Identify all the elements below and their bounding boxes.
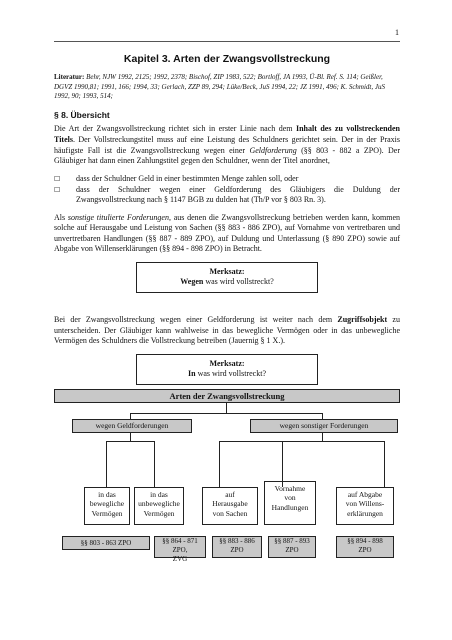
- enforcement-types-diagram: [54, 389, 400, 569]
- p3-text-b: zu unterscheiden. Der Gläubiger kann wahlweise in das bewegliche Vermögen oder in das unbewegliche Vermögen des Schuldners die Vollstreckung betreiben (Jauernig § 1 X.).: [54, 315, 400, 346]
- ref-immovable-assets: §§ 864 - 871 ZPO, ZVG: [154, 536, 206, 558]
- literature-block: [54, 73, 400, 102]
- connector-line: [154, 441, 155, 487]
- merksatz-rest: was wird vollstreckt?: [203, 277, 274, 287]
- literature-text: Behr, NJW 1992, 2125; 1992, 2378; Bischof, ZIP 1983, 522; Bortloff, JA 1993, Ü-Bl. Ref. S. 114; Geißler, DGVZ 1990,81; 1991, 166; 1994, 33; Gerlach, ZZP 89, 294; Lüke/Beck, JuS 1994, 22; JZ 1991, 496; K. Schmidt, JuS 1992, 90; 1993, 514;: [54, 72, 385, 101]
- connector-line: [226, 403, 227, 413]
- branch-money-claims: wegen Geldforderungen: [72, 419, 192, 433]
- p1-text-c: (§§ 803 - 882 a ZPO). Der Gläubiger hat dann einen Zahlungstitel gegen den Schuldner, wenn der Titel anordnet,: [54, 145, 401, 166]
- list-item: [54, 174, 400, 185]
- ref-declarations-of-intent: §§ 894 - 898 ZPO: [336, 536, 394, 558]
- merksatz-text: [141, 277, 313, 288]
- merksatz-bold: Wegen: [180, 277, 204, 287]
- p1-italic: Geldforderung: [249, 145, 297, 155]
- p2-italic: sonstige titulierte Forderungen: [67, 212, 169, 222]
- ref-performance-of-acts: §§ 887 - 893 ZPO: [268, 536, 316, 558]
- checkbox-bullet-icon: ☐: [54, 174, 61, 183]
- page-number: 1: [395, 28, 399, 37]
- leaf-surrender-of-goods: auf Herausgabe von Sachen: [202, 487, 258, 525]
- checkbox-bullet-icon: ☐: [54, 185, 61, 194]
- paragraph-2: [54, 213, 400, 255]
- diagram-title: Arten der Zwangsvollstreckung: [54, 389, 400, 403]
- paragraph-3: [54, 315, 400, 347]
- leaf-performance-of-acts: Vornahme von Handlungen: [264, 481, 316, 525]
- merksatz-bold: In: [188, 369, 196, 379]
- merksatz-rest: was wird vollstreckt?: [195, 369, 266, 379]
- p3-text-a: Bei der Zwangsvollstreckung wegen einer Geldforderung ist weiter nach dem: [54, 315, 338, 325]
- merksatz-box-2: [136, 354, 318, 385]
- leaf-movable-assets: in das bewegliche Vermögen: [84, 487, 130, 525]
- bullet-list: [54, 174, 400, 206]
- connector-line: [106, 441, 107, 487]
- header-rule: [54, 41, 400, 42]
- branch-other-claims: wegen sonstiger Forderungen: [250, 419, 398, 433]
- connector-line: [384, 441, 385, 487]
- connector-line: [219, 441, 220, 487]
- literature-label: Literatur:: [54, 72, 85, 81]
- p2-text-a: Als: [54, 212, 68, 222]
- leaf-declarations-of-intent: auf Abgabe von Willens- erklärungen: [336, 487, 394, 525]
- page-content: [54, 53, 400, 403]
- ref-surrender-of-goods: §§ 883 - 886 ZPO: [212, 536, 262, 558]
- leaf-immovable-assets: in das unbewegliche Vermögen: [134, 487, 184, 525]
- bullet-text: dass der Schuldner wegen einer Geldforderung des Gläubigers die Duldung der Zwangsvollstreckung nach § 1147 BGB zu dulden hat (Th/P vor § 803 Rn. 3).: [76, 184, 400, 205]
- merksatz-text: [141, 369, 313, 380]
- connector-line: [219, 441, 384, 442]
- merksatz-box-1: [136, 262, 318, 293]
- p1-bold: Inhalt des zu vollstreckenden Titels: [54, 124, 401, 145]
- connector-line: [322, 433, 323, 441]
- connector-line: [106, 441, 154, 442]
- merksatz-title: Merksatz:: [209, 266, 245, 276]
- paragraph-1: [54, 124, 400, 166]
- p1-text-a: Die Art der Zwangsvollstreckung richtet sich in erster Linie nach dem: [54, 124, 296, 134]
- chapter-title: Kapitel 3. Arten der Zwangsvollstreckung: [123, 53, 331, 65]
- list-item: [54, 185, 400, 206]
- bullet-text: dass der Schuldner Geld in einer bestimmten Menge zahlen soll, oder: [76, 173, 299, 183]
- ref-movable-assets: §§ 803 - 863 ZPO: [62, 536, 150, 550]
- section-title: § 8. Übersicht: [54, 110, 110, 121]
- p2-text-b: , aus denen die Zwangsvollstreckung betrieben werden kann, kommen solche auf Herausgabe und Leistung von Sachen (§§ 883 - 886 ZPO), auf Vornahme von vertretbaren und unvertretbaren Handlungen (§§ 887 - 889 ZPO), auf Duldung und Unterlassung (§ 890 ZPO) sowie auf Abgabe von Willenserklärungen (§§ 894 - 898 ZPO) in Betracht.: [54, 212, 400, 254]
- connector-line: [130, 433, 131, 441]
- p3-bold: Zugriffsobjekt: [337, 315, 388, 325]
- p1-text-b: . Der Vollstreckungstitel muss auf eine Leistung des Schuldners gerichtet sein. Der in der Praxis häufigste Fall ist die Zwangsvollstreckung wegen einer: [54, 135, 400, 155]
- connector-line: [130, 413, 323, 414]
- merksatz-title: Merksatz:: [209, 358, 245, 368]
